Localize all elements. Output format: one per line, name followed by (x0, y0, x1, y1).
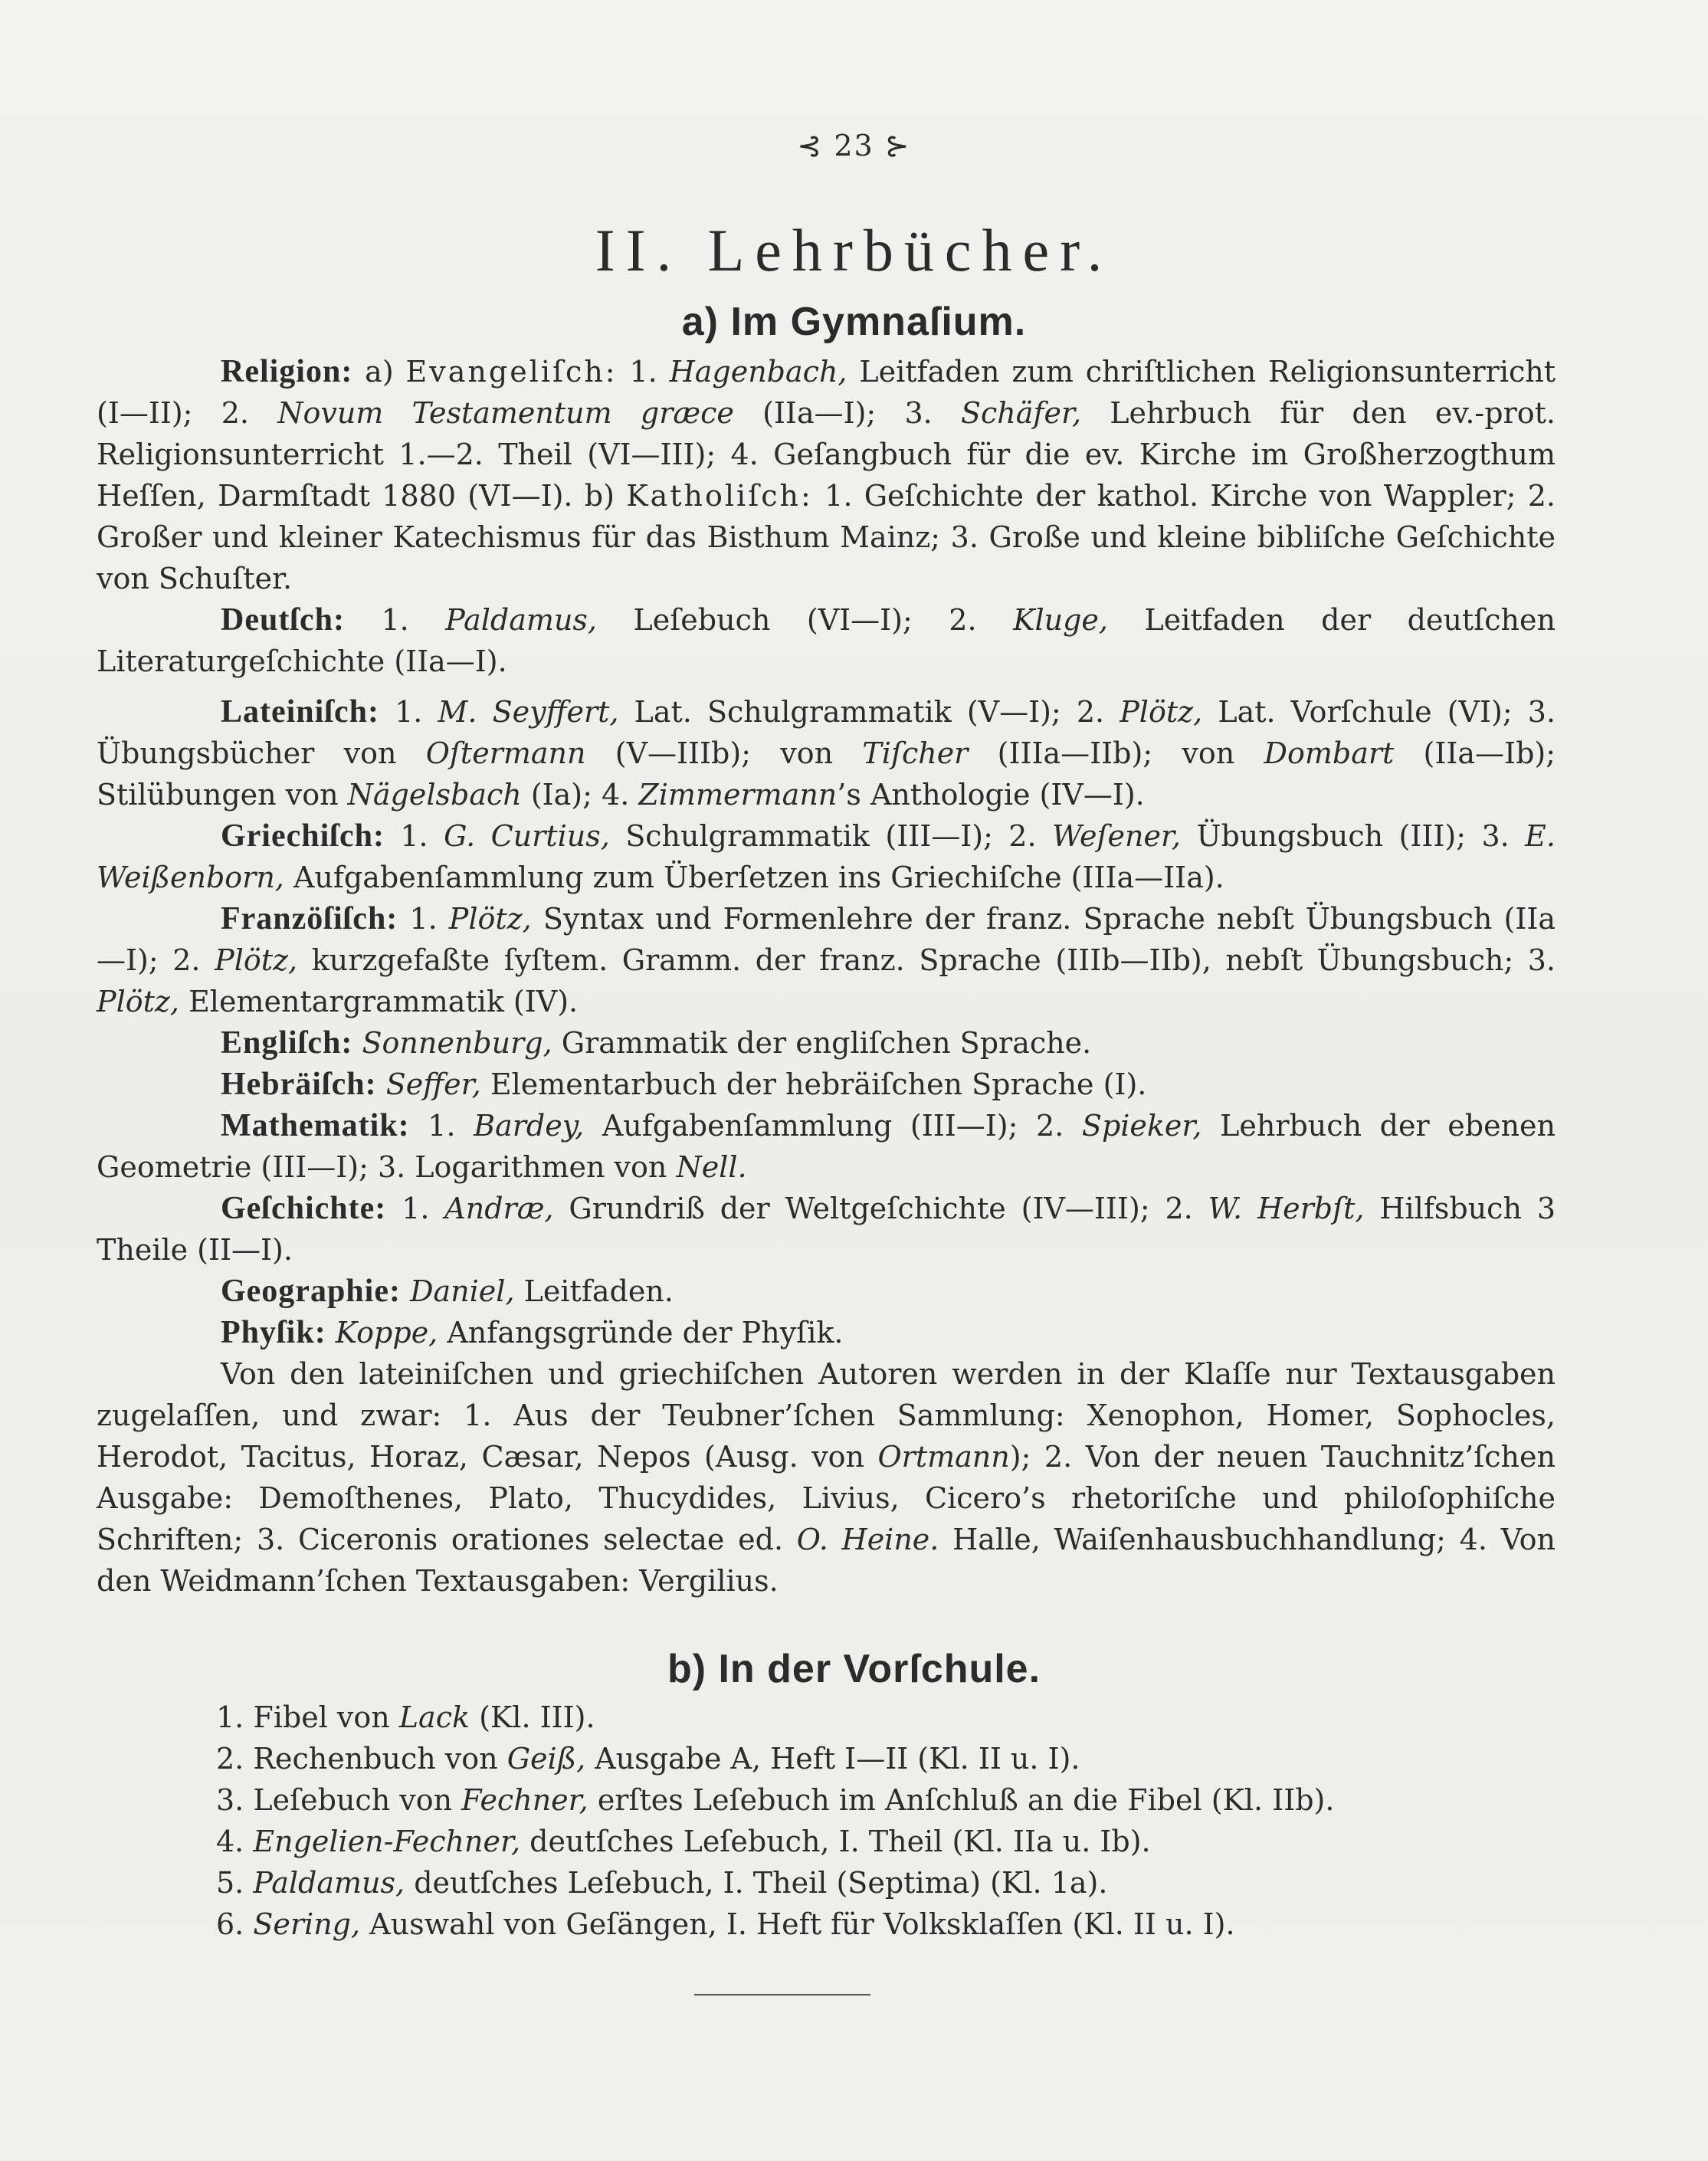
subject-deutsch: Deutſch: 1. Paldamus, Leſebuch (VI—I); 2. Kluge, Leitfaden der deutſchen Literaturgeſchichte (IIa—I). (97, 602, 1556, 678)
subject-englisch: Engliſch: Sonnenburg, Grammatik der engliſchen Sprache. (221, 1025, 1092, 1061)
subject-religion: Religion: a) Evangeliſch: 1. Hagenbach, Leitfaden zum chriſtlichen Religionsunterricht (I—II); 2. Novum Testamentum græce (IIa—I); 3. Schäfer, Lehrbuch für den ev.-prot. Religionsunterricht 1.—2. Theil (VI—III); 4. Geſangbuch für die ev. Kirche im Großherzogthum Heſſen, Darmſtadt 1880 (VI—I). b) Katholiſch: 1. Geſchichte der kathol. Kirche von Wappler; 2. Großer und kleiner Katechismus für das Bisthum Mainz; 3. Große und kleine bibliſche Geſchichte von Schuſter. (97, 354, 1556, 595)
subject-hebraeisch: Hebräiſch: Seffer, Elementarbuch der hebräiſchen Sprache (I). (221, 1067, 1147, 1102)
author: Engelien-Fechner, (253, 1825, 521, 1858)
author: Novum Testamentum græce (277, 396, 734, 430)
author: G. Curtius, (444, 819, 610, 853)
closing-rule (694, 1994, 870, 1995)
author: Sonnenburg, (362, 1026, 552, 1060)
author: W. Herbſt, (1208, 1192, 1365, 1225)
subject-label: Phyſik: (221, 1315, 326, 1350)
subject-label: Geſchichte: (221, 1191, 387, 1226)
list-item: 2. Rechenbuch von Geiß, Ausgabe A, Heft I—II (Kl. II u. I). (216, 1742, 1080, 1776)
list-item: 1. Fibel von Lack (Kl. III). (216, 1700, 595, 1734)
author: Oſtermann (425, 736, 586, 770)
list-item: 3. Leſebuch von Fechner, erſtes Leſebuch im Anſchluß an die Fibel (Kl. IIb). (216, 1783, 1335, 1817)
subject-physik: Phyſik: Koppe, Anfangsgründe der Phyſik. (221, 1315, 844, 1350)
section-a-body (97, 351, 1556, 1602)
author: Nell. (676, 1150, 747, 1184)
author: Daniel, (410, 1274, 515, 1308)
page-header (0, 129, 1708, 162)
author: Geiß, (506, 1742, 586, 1776)
subject-mathematik: Mathematik: 1. Bardey, Aufgabenſammlung (III—I); 2. Spieker, Lehrbuch der ebenen Geometrie (III—I); 3. Logarithmen von Nell. (97, 1108, 1556, 1184)
chapter-title: II. Lehrbücher. (595, 217, 1113, 284)
subject-geschichte: Geſchichte: 1. Andræ, Grundriß der Weltgeſchichte (IV—III); 2. W. Herbſt, Hilfsbuch 3 Theile (II—I). (97, 1191, 1556, 1267)
subject-label: Mathematik: (221, 1108, 410, 1143)
subject-label: Deutſch: (221, 602, 345, 638)
author: Plötz, (1120, 695, 1203, 729)
subject-franzoesisch: Franzöſiſch: 1. Plötz, Syntax und Formenlehre der franz. Sprache nebſt Übungsbuch (IIa—I); 2. Plötz, kurzgefaßte ſyſtem. Gramm. der franz. Sprache (IIIb—IIb), nebſt Übungsbuch; 3. Plötz, Elementargrammatik (IV). (97, 901, 1556, 1018)
author: Tiſcher (862, 736, 969, 770)
subject-geographie: Geographie: Daniel, Leitfaden. (221, 1274, 674, 1309)
list-item: 5. Paldamus, deutſches Leſebuch, I. Theil (Septima) (Kl. 1a). (216, 1866, 1108, 1900)
author: Schäfer, (960, 396, 1082, 430)
author: Plötz, (448, 902, 532, 936)
subject-griechisch: Griechiſch: 1. G. Curtius, Schulgrammatik (III—I); 2. Weſener, Übungsbuch (III); 3. E. Weißenborn, Aufgabenſammlung zum Überſetzen ins Griechiſche (IIIa—IIa). (97, 818, 1556, 894)
author: Sering, (253, 1907, 361, 1941)
author: Nägelsbach (347, 778, 522, 812)
subject-label: Lateiniſch: (221, 694, 379, 730)
author: Paldamus, (445, 603, 598, 637)
author: Spieker, (1081, 1109, 1202, 1143)
author: O. Heine. (796, 1523, 939, 1556)
author: Lack (398, 1700, 470, 1734)
page-number: 23 (834, 129, 874, 162)
ornament-right: ⊱ (884, 129, 911, 162)
author: Fechner, (461, 1783, 588, 1817)
autoren-paragraph: Von den lateiniſchen und griechiſchen Autoren werden in der Klaſſe nur Textausgaben zugelaſſen, und zwar: 1. Aus der Teubner’ſchen Sammlung: Xenophon, Homer, Sophocles, Herodot, Tacitus, Horaz, Cæsar, Nepos (Ausg. von Ortmann); 2. Von der neuen Tauchnitz’ſchen Ausgabe: Demoſthenes, Plato, Thucydides, Livius, Cicero’s rhetoriſche und philoſophiſche Schriften; 3. Ciceronis orationes selectae ed. O. Heine. Halle, Waiſenhausbuchhandlung; 4. Von den Weidmann’ſchen Textausgaben: Vergilius. (97, 1357, 1556, 1598)
author: Plötz, (215, 943, 298, 977)
author: Kluge, (1013, 603, 1108, 637)
author: Weſener, (1051, 819, 1182, 853)
author: M. Seyffert, (438, 695, 619, 729)
subject-label: Hebräiſch: (221, 1067, 377, 1102)
subject-label: Franzöſiſch: (221, 901, 398, 936)
author: Dombart (1264, 736, 1395, 770)
author: E. Weißenborn, (97, 819, 1556, 894)
list-item: 6. Sering, Auswahl von Geſängen, I. Heft für Volksklaſſen (Kl. II u. I). (216, 1907, 1235, 1941)
subject-label: Engliſch: (221, 1025, 353, 1061)
author: Bardey, (474, 1109, 585, 1143)
author: Plötz, (97, 985, 179, 1018)
ornament-left: ⊰ (797, 129, 824, 162)
vorschule-list (216, 1697, 1334, 1945)
author: Andræ, (444, 1192, 554, 1225)
subject-label: Griechiſch: (221, 818, 385, 854)
subject-label: Geographie: (221, 1274, 401, 1309)
author: Seffer, (385, 1067, 481, 1101)
author: Koppe, (335, 1316, 438, 1349)
author: Hagenbach, (669, 355, 847, 389)
list-item: 4. Engelien-Fechner, deutſches Leſebuch, I. Theil (Kl. IIa u. Ib). (216, 1825, 1151, 1858)
author: Ortmann (877, 1440, 1010, 1474)
subject-label: Religion: (221, 354, 353, 389)
section-a-heading: a) Im Gymnaſium. (681, 300, 1027, 344)
author: Paldamus, (253, 1866, 405, 1900)
subject-latein: Lateiniſch: 1. M. Seyffert, Lat. Schulgrammatik (V—I); 2. Plötz, Lat. Vorſchule (VI); 3. Übungsbücher von Oſtermann (V—IIIb); von Tiſcher (IIIa—IIb); von Dombart (IIa—Ib); Stilübungen von Nägelsbach (Ia); 4. Zimmermann’s Anthologie (IV—I). (97, 694, 1556, 812)
section-b-heading: b) In der Vorſchule. (667, 1647, 1041, 1691)
author: Zimmermann (638, 778, 838, 812)
